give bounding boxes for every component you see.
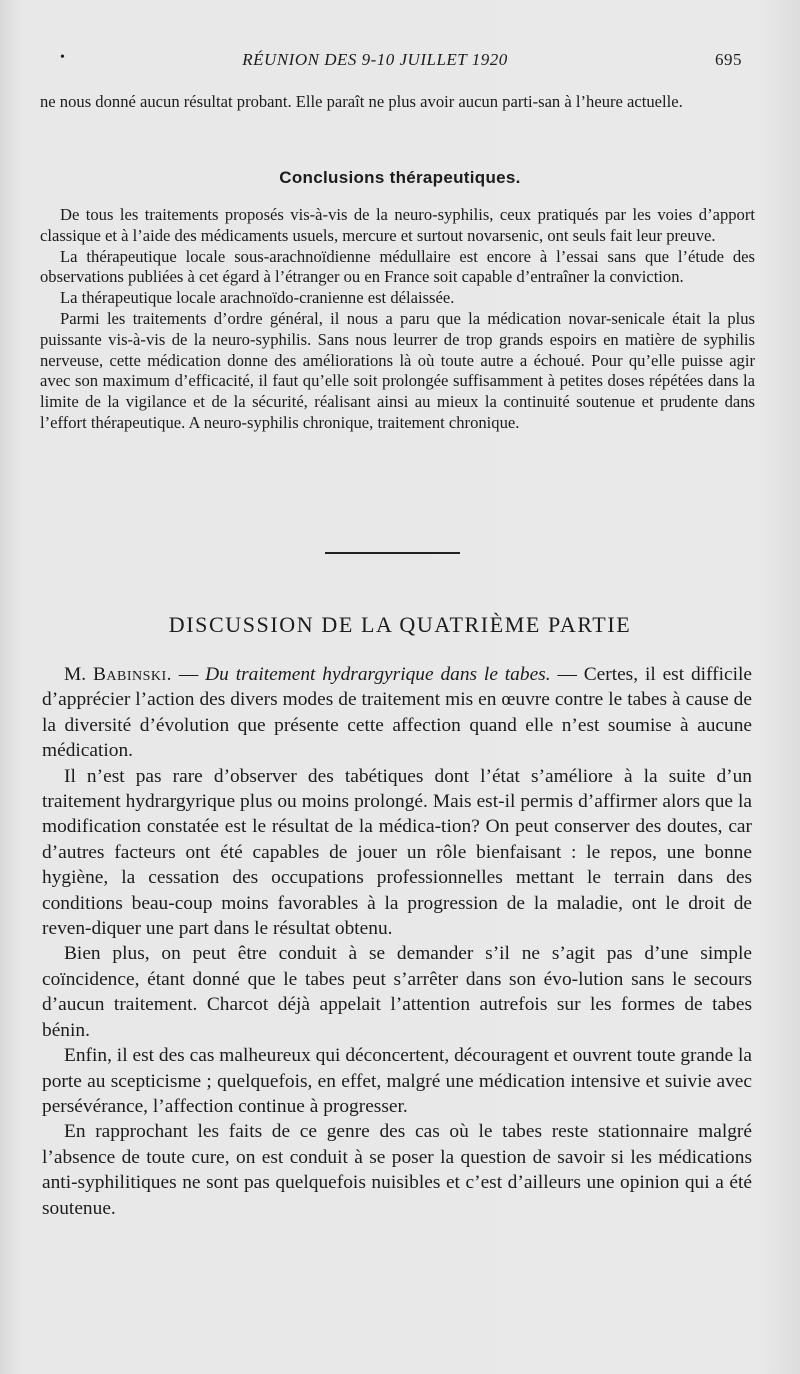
conclusions-paragraph: De tous les traitements proposés vis-à-vis de la neuro-syphilis, ceux pratiqués par les voies d’apport classique et à l’aide des médicaments usuels, mercure et surtout novarsenic, ont seuls fait leur preuve.: [40, 205, 755, 245]
conclusions-heading: Conclusions thérapeutiques.: [279, 168, 521, 187]
header-mark: •: [60, 50, 66, 65]
discussion-paragraph: Enfin, il est des cas malheureux qui déconcertent, découragent et ouvrent toute grande la porte au scepticisme ; quelquefois, en effet, malgré une médication intensive et suivie avec persévérance, l’affection continue à progresser.: [42, 1045, 752, 1117]
intro-paragraph: ne nous donné aucun résultat probant. Elle paraît ne plus avoir aucun parti-san à l’heure actuelle.: [40, 92, 683, 111]
conclusions-body: [40, 205, 755, 434]
discussion-paragraph: Il n’est pas rare d’observer des tabétiques dont l’état s’améliore à la suite d’un traitement hydrargyrique plus ou moins prolongé. Mais est-il permis d’affirmer alors que la modification constatée est le résultat de la médica-tion? On peut conserver des doutes, car d’autres facteurs ont été capables de jouer un rôle bienfaisant : le repos, une bonne hygiène, la cessation des occupations professionnelles mettant le terrain dans des conditions beau-coup moins favorables à la progression de la maladie, ont le droit de reven-diquer une part dans le résultat obtenu.: [42, 765, 752, 940]
page-number: 695: [715, 50, 742, 69]
discussion-first-paragraph: [42, 662, 752, 764]
conclusions-paragraph: La thérapeutique locale sous-arachnoïdienne médullaire est encore à l’essai sans que l’étude des observations publiées à cet égard à l’étranger ou en France soit capable d’entraîner la conviction.: [40, 246, 755, 287]
conclusions-paragraph: La thérapeutique locale arachnoïdo-cranienne est délaissée.: [60, 288, 455, 308]
dash: —: [172, 664, 206, 685]
running-header: [60, 50, 750, 74]
discussion-topic: Du traitement hydrargyrique dans le tabes.: [205, 664, 551, 685]
discussion-paragraph: Bien plus, on peut être conduit à se demander s’il ne s’agit pas d’une simple coïncidence, étant donné que le tabes peut s’arrêter dans son évo-lution sans le secours d’aucun traitement. Charcot déjà appelait l’attention autrefois sur les formes de tabes bénin.: [42, 943, 752, 1041]
speaker-name: Babinski.: [92, 664, 173, 685]
discussion-paragraph: En rapprochant les faits de ce genre des cas où le tabes reste stationnaire malgré l’absence de toute cure, on est conduit à se poser la question de savoir si les médications anti-syphilitiques ne sont pas quelquefois nuisibles et c’est d’ailleurs une opinion qui a été soutenue.: [42, 1121, 752, 1219]
intro-block: [40, 92, 755, 113]
discussion-heading: DISCUSSION DE LA QUATRIÈME PARTIE: [168, 612, 632, 637]
section-divider: [325, 552, 460, 554]
discussion-body: [42, 662, 752, 1221]
running-title: RÉUNION DES 9-10 JUILLET 1920: [242, 50, 508, 69]
speaker-title: M.: [64, 664, 87, 685]
conclusions-paragraph: Parmi les traitements d’ordre général, il nous a paru que la médication novar-senicale était la plus puissante vis-à-vis de la neuro-syphilis. Sans nous leurrer de trop grands espoirs en matière de syphilis nerveuse, cette médication donne des améliorations là où toute autre a échoué. Pour qu’elle puisse agir avec son maximum d’efficacité, il faut qu’elle soit prolongée suffisamment à petites doses répétées dans la limite de la vigilance et de la sécurité, réalisant ainsi au mieux la continuité soutenue et prudente dans l’effort thérapeutique. A neuro-syphilis chronique, traitement chronique.: [40, 308, 755, 432]
first-paragraph-text: — Certes, il est difficile d’apprécier l’action des divers modes de traitement mis en œuvre contre le tabes à cause de la diversité d’évolution que présente cette affection quand elle n’est soumise à aucune médication.: [42, 664, 753, 762]
